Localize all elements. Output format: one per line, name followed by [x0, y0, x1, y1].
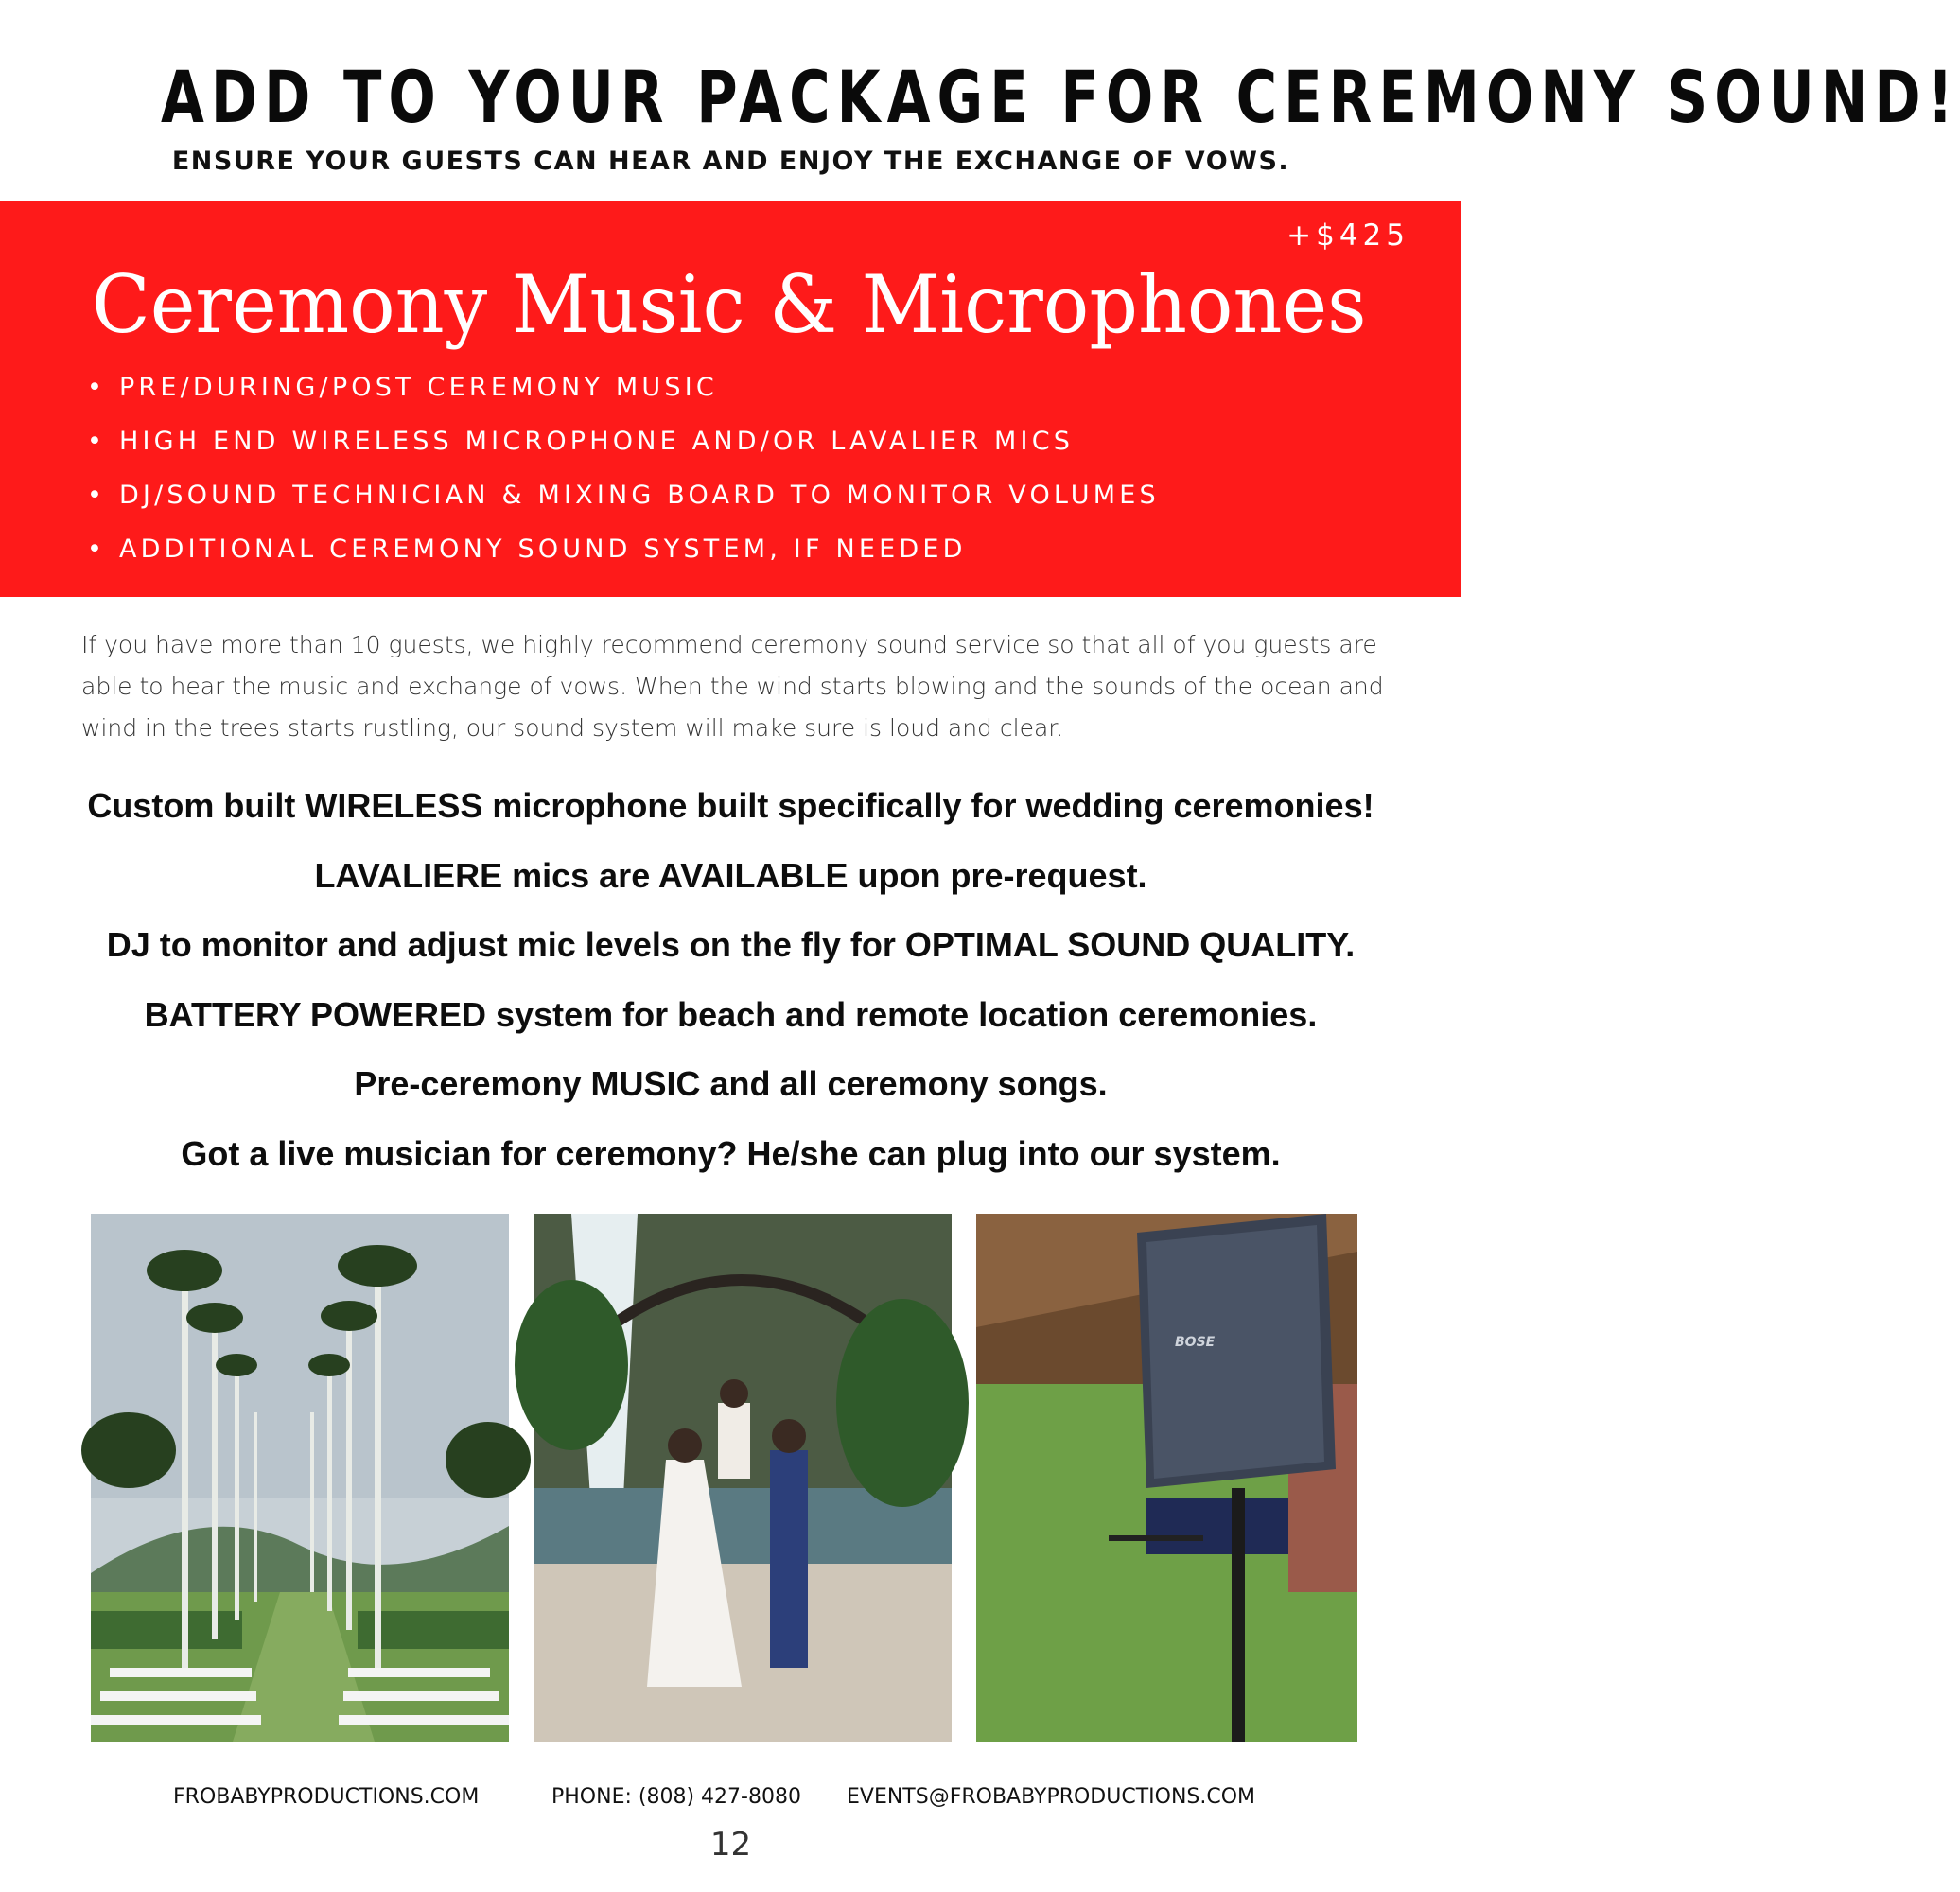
photo-waterfall-ceremony — [534, 1214, 952, 1742]
highlight-item: BATTERY POWERED system for beach and remote location ceremonies. — [144, 994, 1318, 1034]
package-features — [87, 360, 1160, 576]
highlight-item: LAVALIERE mics are AVAILABLE upon pre-request. — [314, 855, 1147, 895]
palm-aisle-illustration — [91, 1214, 509, 1742]
speaker-brand-label: BOSE — [1175, 1335, 1216, 1350]
package-banner — [0, 201, 1461, 597]
page-headline: ADD TO YOUR PACKAGE FOR CEREMONY SOUND! — [160, 55, 1960, 139]
photo-palm-aisle — [91, 1214, 509, 1742]
package-price: +$425 — [1286, 219, 1409, 253]
speaker-illustration — [976, 1214, 1357, 1742]
intro-paragraph: If you have more than 10 guests, we highly recommend ceremony sound service so that all of you guests are able to hear the music and exchange of vows. When the wind starts blowing and the sounds of the ocean and wind in the trees starts rustling, our sound system will make sure is loud and clear. — [81, 631, 1384, 742]
feature-item: • ADDITIONAL CEREMONY SOUND SYSTEM, IF NEEDED — [87, 522, 1160, 576]
feature-item: • PRE/DURING/POST CEREMONY MUSIC — [87, 360, 1160, 414]
highlight-list — [0, 778, 1461, 1195]
footer-phone[interactable]: PHONE: (808) 427-8080 — [551, 1785, 801, 1809]
feature-item: • HIGH END WIRELESS MICROPHONE AND/OR LAVALIER MICS — [87, 414, 1160, 468]
highlight-item: DJ to monitor and adjust mic levels on the fly for OPTIMAL SOUND QUALITY. — [106, 925, 1356, 964]
waterfall-ceremony-illustration — [534, 1214, 952, 1742]
footer-email[interactable]: EVENTS@FROBABYPRODUCTIONS.COM — [847, 1785, 1256, 1809]
photo-speaker-setup — [976, 1214, 1357, 1742]
page-number: 12 — [709, 1826, 752, 1864]
highlight-item: Pre-ceremony MUSIC and all ceremony songs. — [354, 1064, 1108, 1103]
highlight-item: Got a live musician for ceremony? He/she can plug into our system. — [181, 1133, 1281, 1173]
page-subheadline: ENSURE YOUR GUESTS CAN HEAR AND ENJOY THE EXCHANGE OF VOWS. — [171, 147, 1290, 176]
package-title: Ceremony Music & Microphones — [92, 258, 1367, 351]
feature-item: • DJ/SOUND TECHNICIAN & MIXING BOARD TO MONITOR VOLUMES — [87, 468, 1160, 522]
footer-website[interactable]: FROBABYPRODUCTIONS.COM — [173, 1785, 480, 1809]
highlight-item: Custom built WIRELESS microphone built specifically for wedding ceremonies! — [87, 786, 1374, 825]
page-footer — [0, 1785, 1461, 1817]
